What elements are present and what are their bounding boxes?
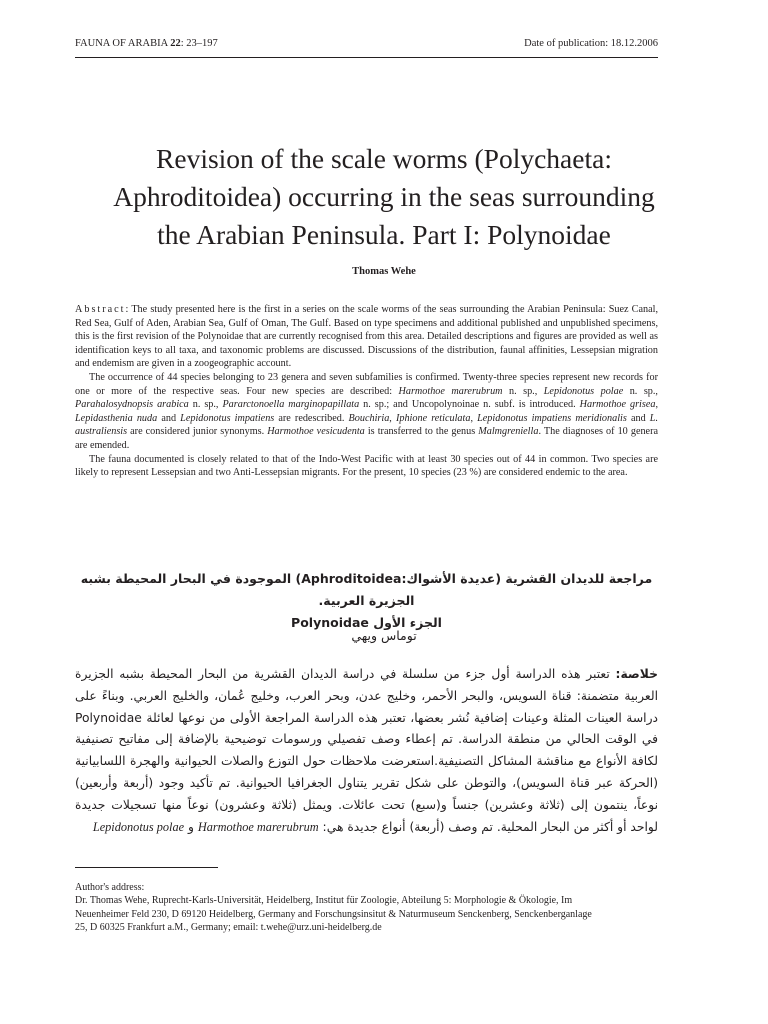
text: n. sp.,: [623, 385, 658, 397]
arabic-summary-text: تعتبر هذه الدراسة أول جزء من سلسلة في دراسة الديدان القشرية من البحار المحيطة بشبه الجزيرة العربية متضمنة: قناة السويس، والبحر الأحمر، وخليج عدن، وبحر العرب، وخليج عُمان، والخليج العربي. وبناءً على دراسة العينات المثلة وعينات إضافية نُشر بعضها، تعتبر هذه الدراسة المراجعة الأولى من نوعها لعائلة Polynoidae في الوقت الحالي من منطقة الدراسة. تم إعطاء وصف تفصيلي ورسومات توضيحية بالإضافة إلى مفاتيح تصنيفية لكافة الأنواع مع مناقشة المشاكل التصنيفية.استعرضت ملاحظات حول التوزع والصلات الحيوانية والهجرة اللسابيانية (الحركة عبر قناة السويس)، والتوطن على شكل تقرير يتناول الجغرافيا الحيوانية. تم تأكيد وجود (أربعة وأربعين) نوعاً، ينتمون إلى (ثلاثة وعشرين) جنساً و(سبع) تحت عائلات. ويمثل (ثلاثة وعشرون) نوعاً منها تسجيلات جديدة لواحد أو أكثر من البحار المحلية. تم وصف (أربعة) أنواع جديدة هي:: [75, 667, 658, 834]
title-line-3: the Arabian Peninsula. Part I: Polynoidae: [157, 219, 611, 250]
author-address: [75, 881, 675, 935]
arabic-summary: [75, 664, 658, 838]
arabic-title: [75, 568, 658, 634]
text: and: [157, 412, 181, 424]
species-name: Lepidonotus polae: [92, 819, 185, 834]
publication-date: Date of publication: 18.12.2006: [524, 38, 658, 49]
arabic-author-name: توماس ويهي: [351, 628, 417, 643]
journal-name: FAUNA OF ARABIA: [75, 38, 168, 49]
species-name: L. australiensis: [75, 412, 658, 438]
address-line-2: Neuenheimer Feld 230, D 69120 Heidelberg, Germany and Forschungsinsitut & Naturmuseum Senckenberg, Senckenberganlage: [75, 908, 592, 920]
abstract-paragraph-2: [75, 371, 658, 453]
arabic-summary-label: خلاصة:: [615, 667, 658, 681]
species-name: Lepidasthenia nuda: [75, 412, 158, 424]
abstract-paragraph-3: The fauna documented is closely related to that of the Indo-West Pacific with at least 30 species out of 44 in common. Two species are likely to represent Lessepsian and two Anti-Lessepsian migrants. For the present, 10 species (23 %) are considered endemic to the area.: [75, 453, 658, 479]
address-label: Author's address:: [75, 882, 145, 893]
address-line-1: Dr. Thomas Wehe, Ruprecht-Karls-Universität, Heidelberg, Institut für Zoologie, Abteilung 5: Morphologie & Ökologie, Im: [75, 895, 573, 907]
title-line-1: Revision of the scale worms (Polychaeta:: [156, 143, 612, 174]
journal-volume: 22: [170, 38, 181, 49]
species-name: Harmothoe grisea: [579, 399, 656, 411]
arabic-title-line-2: الجزء الأول Polynoidae: [291, 615, 442, 630]
paper-title: [60, 140, 708, 254]
abstract-label: Abstract: [75, 304, 126, 315]
text: n. sp.,: [502, 385, 544, 397]
species-name: Lepidonotus polae: [543, 385, 624, 397]
species-name: Pararctonoella marginopapillata: [222, 399, 360, 411]
abstract-paragraph-1: [75, 303, 658, 371]
species-name: Harmothoe vesicudenta: [267, 426, 365, 438]
species-name: Malmgreniella: [478, 426, 539, 438]
text: is transferred to the genus: [364, 426, 479, 438]
running-header: [75, 38, 658, 49]
text: are considered junior synonyms.: [127, 426, 268, 438]
species-name: Bouchiria: [348, 412, 390, 424]
footnote-divider: [75, 867, 218, 868]
species-name: Parahalosydnopsis arabica: [75, 399, 189, 411]
species-name: Harmothoe marerubrum: [398, 385, 503, 397]
text: ,: [470, 412, 478, 424]
text: The occurrence of 44 species belonging to 23 genera and seven subfamilies is confirmed. Twenty-three species represent new records for one or more of the respective seas. Four new species are described:: [75, 371, 658, 397]
arabic-title-line-1: مراجعة للديدان القشرية (عديدة الأشواك:Aphroditoidea) الموجودة في البحار المحيطة بشبه الجزيرة العربية.: [80, 571, 653, 608]
address-line-3: 25, D 60325 Frankfurt a.M., Germany; email: t.wehe@urz.uni-heidelberg.de: [75, 922, 382, 934]
text: ,: [655, 399, 659, 411]
title-line-2: Aphroditoidea) occurring in the seas surrounding: [113, 181, 655, 212]
text: are redescribed.: [274, 412, 349, 424]
arabic-conjunction: و: [184, 819, 198, 834]
abstract-p1-text: : The study presented here is the first in a series on the scale worms of the seas surrounding the Arabian Peninsula: Suez Canal, Red Sea, Gulf of Aden, Arabian Sea, Gulf of Oman, The Gulf. Based on type specimens and additional published and unpublished specimens, this is the first revision of the Polynoidae that are currently recognised from this area. Detailed descriptions and figures are provided as well as identification keys to all taxa, and taxonomic problems are discussed. Discussions of the distribution, faunal affinities, Lessepsian migration and endemism are given in a zoogeographic account.: [75, 304, 658, 370]
abstract: [75, 303, 658, 480]
species-name: Harmothoe marerubrum: [197, 819, 319, 834]
author-name: Thomas Wehe: [352, 266, 416, 277]
journal-pages: : 23–197: [180, 38, 218, 49]
species-name: Iphione reticulata: [395, 412, 471, 424]
text: n. sp.,: [188, 399, 223, 411]
text: n. sp.; and Uncopolynoinae n. subf. is introduced.: [359, 399, 580, 411]
journal-citation: [75, 38, 218, 49]
text: and: [626, 412, 650, 424]
species-name: Lepidonotus impatiens: [180, 412, 275, 424]
text: ,: [389, 412, 396, 424]
species-name: Lepidonotus impatiens meridionalis: [477, 412, 627, 424]
text: . The diagnoses of 10 genera are emended.: [75, 426, 658, 451]
header-divider: [75, 57, 658, 58]
